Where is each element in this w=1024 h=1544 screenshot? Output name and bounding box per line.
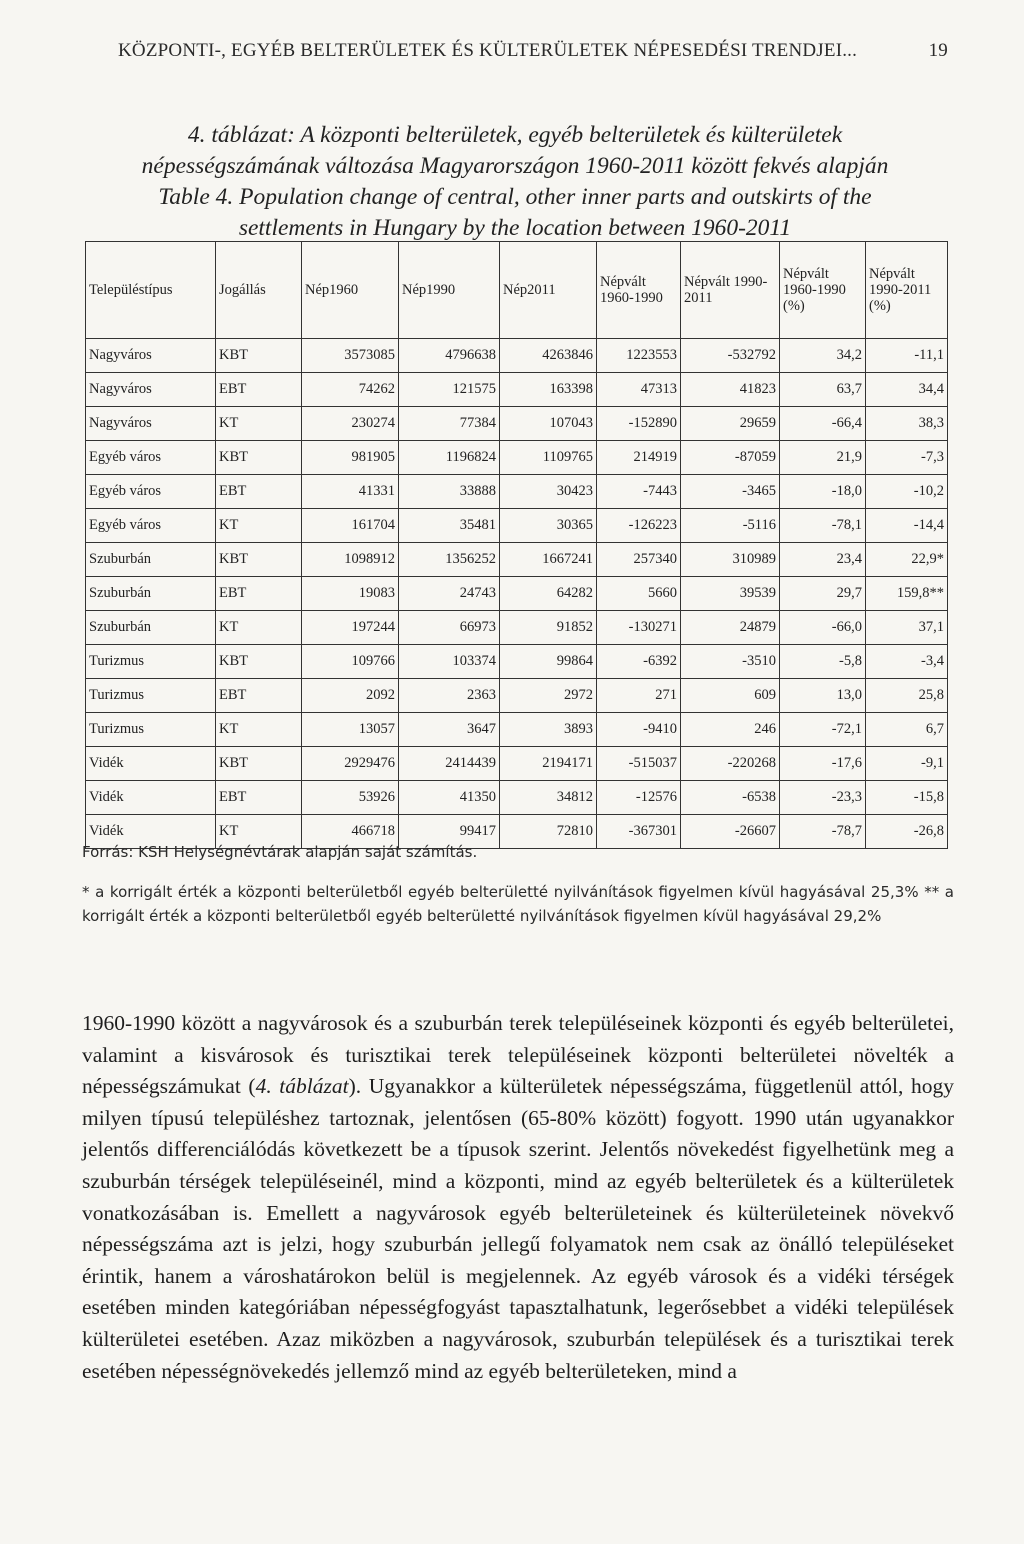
table-cell: 72810: [500, 815, 597, 849]
table-cell: -5116: [681, 509, 780, 543]
table-cell: 3647: [399, 713, 500, 747]
col-header: Népvált 1990-2011: [681, 242, 780, 339]
table-cell: Nagyváros: [86, 407, 216, 441]
table-cell: 19083: [302, 577, 399, 611]
col-header: Nép1990: [399, 242, 500, 339]
running-head: [118, 40, 948, 62]
table-cell: Egyéb város: [86, 441, 216, 475]
table-cell: -12576: [597, 781, 681, 815]
table-cell: 1109765: [500, 441, 597, 475]
table-row: [86, 611, 948, 645]
table-cell: 23,4: [780, 543, 866, 577]
table-cell: EBT: [216, 577, 302, 611]
table-reference-link: 4. táblázat: [255, 1074, 349, 1099]
table-cell: 33888: [399, 475, 500, 509]
table-cell: 34,4: [866, 373, 948, 407]
table-cell: 197244: [302, 611, 399, 645]
table-cell: 41350: [399, 781, 500, 815]
table-cell: -126223: [597, 509, 681, 543]
table-cell: EBT: [216, 781, 302, 815]
source-note: Forrás: KSH Helységnévtárak alapján saját számítás.: [82, 843, 478, 861]
table-cell: KT: [216, 509, 302, 543]
table-cell: 271: [597, 679, 681, 713]
table-cell: 38,3: [866, 407, 948, 441]
table-cell: KT: [216, 611, 302, 645]
table-cell: 1223553: [597, 339, 681, 373]
table-cell: KT: [216, 815, 302, 849]
table-row: [86, 407, 948, 441]
table-cell: -87059: [681, 441, 780, 475]
table-cell: -9,1: [866, 747, 948, 781]
table-cell: 2194171: [500, 747, 597, 781]
table-cell: 99417: [399, 815, 500, 849]
table-cell: -66,0: [780, 611, 866, 645]
table-row: [86, 781, 948, 815]
table-cell: 981905: [302, 441, 399, 475]
table-cell: -130271: [597, 611, 681, 645]
table-cell: 91852: [500, 611, 597, 645]
running-title: KÖZPONTI-, EGYÉB BELTERÜLETEK ÉS KÜLTERÜLETEK NÉPESEDÉSI TRENDJEI...: [118, 40, 858, 61]
table-cell: -72,1: [780, 713, 866, 747]
table-cell: -367301: [597, 815, 681, 849]
table-cell: 214919: [597, 441, 681, 475]
table-cell: 230274: [302, 407, 399, 441]
table-cell: -23,3: [780, 781, 866, 815]
table-row: [86, 577, 948, 611]
col-header: Nép1960: [302, 242, 399, 339]
col-header: Népvált 1960-1990 (%): [780, 242, 866, 339]
table-cell: 1196824: [399, 441, 500, 475]
col-header: Településtípus: [86, 242, 216, 339]
table-cell: -6538: [681, 781, 780, 815]
table-cell: 13,0: [780, 679, 866, 713]
table-cell: Egyéb város: [86, 475, 216, 509]
table-cell: 109766: [302, 645, 399, 679]
table-cell: 3573085: [302, 339, 399, 373]
table-cell: -5,8: [780, 645, 866, 679]
table-cell: 74262: [302, 373, 399, 407]
table-cell: 159,8**: [866, 577, 948, 611]
table-cell: -26607: [681, 815, 780, 849]
table-cell: 29659: [681, 407, 780, 441]
table-cell: 2972: [500, 679, 597, 713]
table-row: [86, 509, 948, 543]
table-cell: 25,8: [866, 679, 948, 713]
table-cell: Egyéb város: [86, 509, 216, 543]
table-cell: -26,8: [866, 815, 948, 849]
table-cell: KBT: [216, 339, 302, 373]
table-cell: Vidék: [86, 781, 216, 815]
table-cell: 35481: [399, 509, 500, 543]
table-row: [86, 441, 948, 475]
table-cell: 2092: [302, 679, 399, 713]
table-cell: 66973: [399, 611, 500, 645]
table-cell: 99864: [500, 645, 597, 679]
table-cell: 161704: [302, 509, 399, 543]
table-header-row: [86, 242, 948, 339]
table-cell: 64282: [500, 577, 597, 611]
table-row: [86, 339, 948, 373]
table-cell: -3510: [681, 645, 780, 679]
table-cell: 466718: [302, 815, 399, 849]
footnote: * a korrigált érték a központi belterületből egyéb belterületté nyilvánítások figyelmen kívül hagyásával 25,3% ** a korrigált érték a központi belterületből egyéb belterületté nyilvánítások figyelmen kívül hagyásával 29,2%: [82, 883, 954, 925]
body-paragraph: [82, 1008, 954, 1387]
table-cell: Turizmus: [86, 645, 216, 679]
table-cell: Szuburbán: [86, 577, 216, 611]
caption-line-3: Table 4. Population change of central, other inner parts and outskirts of the: [158, 184, 872, 210]
body-text-part-1: 1960-1990 között a nagyvárosok és a szuburbán terek településeinek központi és egyéb belterületei, valamint a kisvárosok és turisztikai terek településeinek központi belterületei növelték a népességszámukat (: [82, 1011, 954, 1099]
table-cell: 1667241: [500, 543, 597, 577]
table-cell: -7,3: [866, 441, 948, 475]
table-cell: 13057: [302, 713, 399, 747]
table-cell: 22,9*: [866, 543, 948, 577]
table-row: [86, 373, 948, 407]
table-row: [86, 475, 948, 509]
table-cell: Vidék: [86, 747, 216, 781]
table-cell: KBT: [216, 645, 302, 679]
col-header: Nép2011: [500, 242, 597, 339]
table-cell: -78,7: [780, 815, 866, 849]
table-cell: -3,4: [866, 645, 948, 679]
table-cell: 41331: [302, 475, 399, 509]
table-cell: Szuburbán: [86, 543, 216, 577]
table-cell: 310989: [681, 543, 780, 577]
col-header: Népvált 1960-1990: [597, 242, 681, 339]
table-cell: Turizmus: [86, 713, 216, 747]
table-cell: 2414439: [399, 747, 500, 781]
table-cell: -532792: [681, 339, 780, 373]
table-cell: -14,4: [866, 509, 948, 543]
table-caption: [80, 120, 950, 244]
table-cell: 39539: [681, 577, 780, 611]
population-table: [85, 241, 948, 849]
table-cell: Nagyváros: [86, 339, 216, 373]
table-cell: -515037: [597, 747, 681, 781]
table-row: [86, 747, 948, 781]
table-cell: 30365: [500, 509, 597, 543]
table-cell: 34,2: [780, 339, 866, 373]
table-cell: KT: [216, 407, 302, 441]
table-cell: 3893: [500, 713, 597, 747]
table-cell: -7443: [597, 475, 681, 509]
table-cell: 30423: [500, 475, 597, 509]
table-cell: 121575: [399, 373, 500, 407]
caption-line-1: 4. táblázat: A központi belterületek, egyéb belterületek és külterületek: [187, 122, 843, 148]
table-cell: Szuburbán: [86, 611, 216, 645]
caption-line-4: settlements in Hungary by the location between 1960-2011: [238, 215, 792, 241]
table-cell: KBT: [216, 543, 302, 577]
table-cell: 21,9: [780, 441, 866, 475]
table-row: [86, 645, 948, 679]
col-header: Népvált 1990-2011 (%): [866, 242, 948, 339]
table-cell: -17,6: [780, 747, 866, 781]
table-cell: 163398: [500, 373, 597, 407]
table-cell: 24743: [399, 577, 500, 611]
table-cell: 246: [681, 713, 780, 747]
table-cell: 107043: [500, 407, 597, 441]
table-cell: 77384: [399, 407, 500, 441]
table-cell: 2929476: [302, 747, 399, 781]
table-cell: KBT: [216, 747, 302, 781]
table-cell: 2363: [399, 679, 500, 713]
table-cell: -3465: [681, 475, 780, 509]
table-cell: EBT: [216, 373, 302, 407]
page-number: 19: [928, 40, 948, 61]
table-cell: 34812: [500, 781, 597, 815]
table-cell: -78,1: [780, 509, 866, 543]
table-cell: Vidék: [86, 815, 216, 849]
table-cell: KBT: [216, 441, 302, 475]
table-cell: -18,0: [780, 475, 866, 509]
table-cell: 29,7: [780, 577, 866, 611]
table-cell: -9410: [597, 713, 681, 747]
table-cell: 5660: [597, 577, 681, 611]
table-cell: -220268: [681, 747, 780, 781]
table-row: [86, 543, 948, 577]
table-cell: 1098912: [302, 543, 399, 577]
table-cell: 41823: [681, 373, 780, 407]
table-cell: 6,7: [866, 713, 948, 747]
table-cell: 4796638: [399, 339, 500, 373]
table-row: [86, 713, 948, 747]
table-cell: -15,8: [866, 781, 948, 815]
table-cell: 609: [681, 679, 780, 713]
table-cell: 1356252: [399, 543, 500, 577]
col-header: Jogállás: [216, 242, 302, 339]
table-cell: -152890: [597, 407, 681, 441]
table-cell: 257340: [597, 543, 681, 577]
table-cell: -11,1: [866, 339, 948, 373]
table-cell: 63,7: [780, 373, 866, 407]
table-body: [86, 339, 948, 849]
table-cell: Turizmus: [86, 679, 216, 713]
table-cell: 47313: [597, 373, 681, 407]
table-cell: KT: [216, 713, 302, 747]
table-cell: 24879: [681, 611, 780, 645]
table-cell: 37,1: [866, 611, 948, 645]
table-cell: 4263846: [500, 339, 597, 373]
table-cell: EBT: [216, 679, 302, 713]
table-cell: 103374: [399, 645, 500, 679]
table-cell: -66,4: [780, 407, 866, 441]
table-cell: -6392: [597, 645, 681, 679]
caption-line-2: népességszámának változása Magyarországon 1960-2011 között fekvés alapján: [141, 153, 889, 179]
table-cell: -10,2: [866, 475, 948, 509]
table-row: [86, 679, 948, 713]
table-cell: EBT: [216, 475, 302, 509]
table-cell: 53926: [302, 781, 399, 815]
table-cell: Nagyváros: [86, 373, 216, 407]
body-text-part-2: ). Ugyanakkor a külterületek népességszáma, függetlenül attól, hogy milyen típusú településhez tartoznak, jelentősen (65-80% között) fogyott. 1990 után ugyanakkor jelentős differenciálódás következett be a típusok szerint. Jelentős növekedést figyelhetünk meg a szuburbán térségek településeinél, mind a központi, mind az egyéb belterületek és a külterületek vonatkozásában is. Emellett a nagyvárosok egyéb belterületeinek és külterületeinek növekvő népességszáma azt is jelzi, hogy szuburbán jellegű folyamatok nem csak az önálló településeket érintik, hanem a városhatárokon belül is megjelennek. Az egyéb városok és a vidéki térségek esetében minden kategóriában népességfogyást tapasztalhatunk, legerősebbet a vidéki települések külterületei esetében. Azaz miközben a nagyvárosok, szuburbán települések és a turisztikai terek esetében népességnövekedés jellemző mind az egyéb belterületeken, mind a: [82, 1074, 954, 1383]
